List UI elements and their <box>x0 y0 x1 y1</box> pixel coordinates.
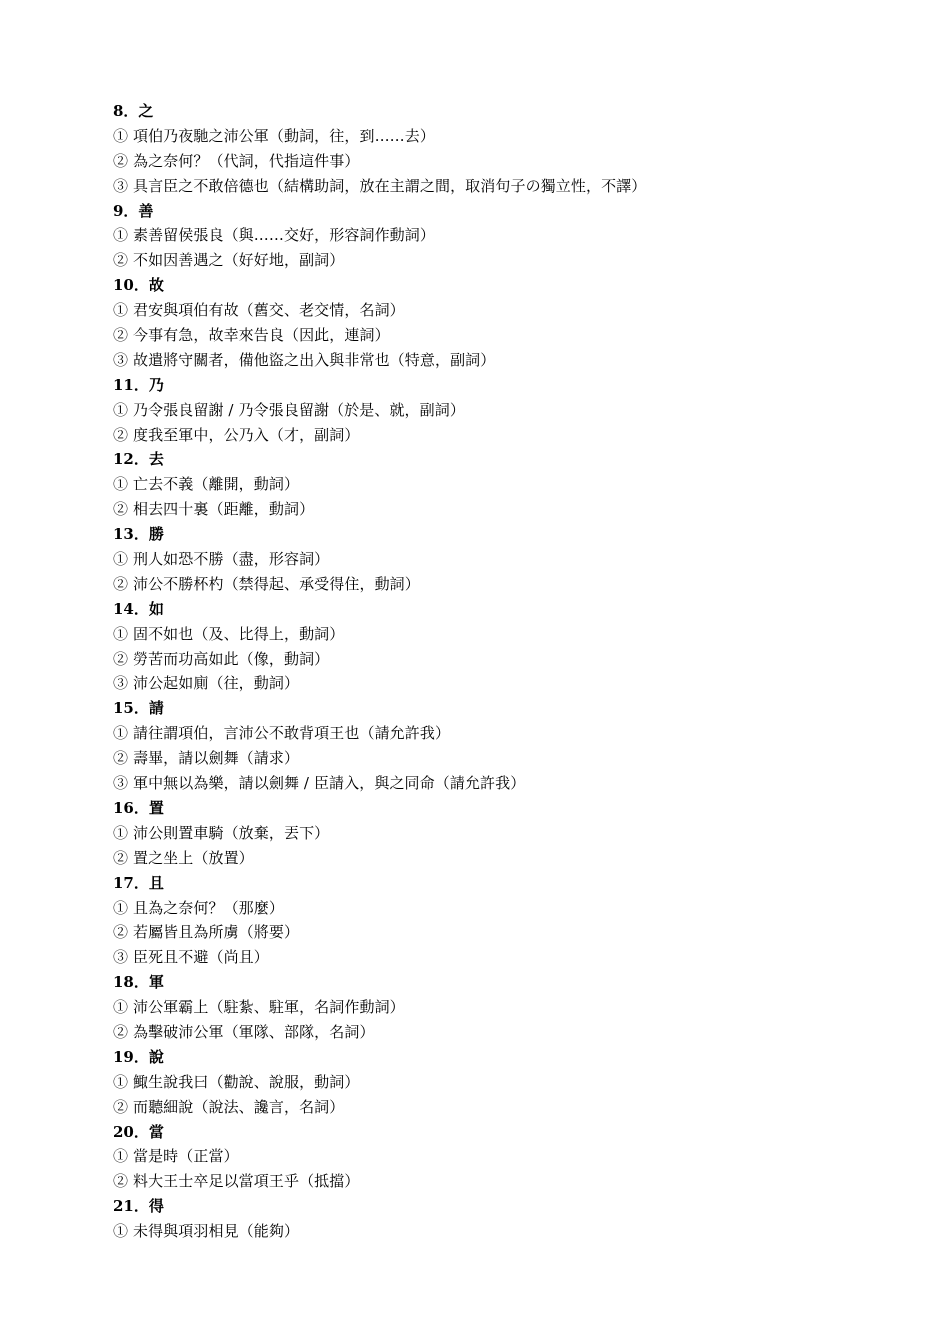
entry-example: ① 未得與項羽相見（能夠） <box>113 1222 300 1241</box>
entry-heading: 15．請 <box>113 699 164 718</box>
entry-heading: 8．之 <box>113 102 154 120</box>
entry-example: ② 相去四十裏（距離，動詞） <box>113 500 315 519</box>
entry-example: ① 鯫生說我曰（勸說、說服，動詞） <box>113 1072 360 1091</box>
entry-example: ② 置之坐上（放置） <box>113 848 254 867</box>
entry-example: ② 壽畢，請以劍舞（請求） <box>113 749 300 768</box>
entry-example: ② 料大王士卒足以當項王乎（抵擋） <box>113 1172 360 1191</box>
entry-example: ② 為之奈何？（代詞，代指這件事） <box>113 151 360 170</box>
entry-example: ② 勞苦而功高如此（像，動詞） <box>113 649 330 668</box>
entry-heading: 20．當 <box>113 1122 164 1141</box>
entry-heading: 13．勝 <box>113 525 164 544</box>
entry-heading: 12．去 <box>113 450 164 469</box>
entry-example: ② 沛公不勝杯杓（禁得起、承受得住，動詞） <box>113 574 420 593</box>
entry-example: ① 固不如也（及、比得上，動詞） <box>113 624 345 643</box>
entry-example: ③ 具言臣之不敢倍德也（結構助詞，放在主謂之間，取消句子の獨立性，不譯） <box>113 176 647 195</box>
entry-heading: 9．善 <box>113 201 154 220</box>
entry-example: ① 刑人如恐不勝（盡，形容詞） <box>113 550 330 569</box>
entry-example: ① 且為之奈何？（那麼） <box>113 898 284 917</box>
entry-example: ① 乃令張良留謝 / 乃令張良留謝（於是、就，副詞） <box>113 400 465 419</box>
entry-example: ③ 臣死且不避（尚且） <box>113 948 269 967</box>
entry-example: ② 不如因善遇之（好好地，副詞） <box>113 251 345 270</box>
entry-example: ① 君安與項伯有故（舊交、老交情，名詞） <box>113 301 405 320</box>
entry-heading: 16．置 <box>113 798 164 817</box>
entry-example: ② 而聽細說（說法、讒言，名詞） <box>113 1097 345 1116</box>
entry-example: ② 為擊破沛公軍（軍隊、部隊，名詞） <box>113 1022 375 1041</box>
entry-heading: 10．故 <box>113 276 164 295</box>
entry-example: ① 亡去不義（離開，動詞） <box>113 475 300 494</box>
entry-example: ① 項伯乃夜馳之沛公軍（動詞，往，到……去） <box>113 126 435 145</box>
entry-example: ① 當是時（正當） <box>113 1147 239 1166</box>
entry-heading: 17．且 <box>113 873 164 892</box>
entry-heading: 19．說 <box>113 1047 164 1066</box>
entry-heading: 14．如 <box>113 599 164 618</box>
document-body <box>113 99 913 1244</box>
entry-example: ① 沛公軍霸上（駐紮、駐軍，名詞作動詞） <box>113 998 405 1017</box>
entry-example: ③ 軍中無以為樂，請以劍舞 / 臣請入，與之同命（請允許我） <box>113 774 526 793</box>
entry-example: ① 沛公則置車騎（放棄，丟下） <box>113 823 330 842</box>
entry-heading: 11．乃 <box>113 375 164 394</box>
entry-example: ② 今事有急，故幸來告良（因此，連詞） <box>113 326 390 345</box>
entry-example: ③ 故遣將守關者，備他盜之出入與非常也（特意，副詞） <box>113 350 496 369</box>
entry-example: ① 素善留侯張良（與……交好，形容詞作動詞） <box>113 226 435 245</box>
entry-example: ③ 沛公起如廁（往，動詞） <box>113 674 300 693</box>
entry-example: ① 請往謂項伯，言沛公不敢背項王也（請允許我） <box>113 724 451 743</box>
entry-heading: 18．軍 <box>113 973 164 992</box>
entry-heading: 21．得 <box>113 1197 164 1216</box>
entry-example: ② 度我至軍中，公乃入（才，副詞） <box>113 425 360 444</box>
entry-example: ② 若屬皆且為所虜（將要） <box>113 923 300 942</box>
